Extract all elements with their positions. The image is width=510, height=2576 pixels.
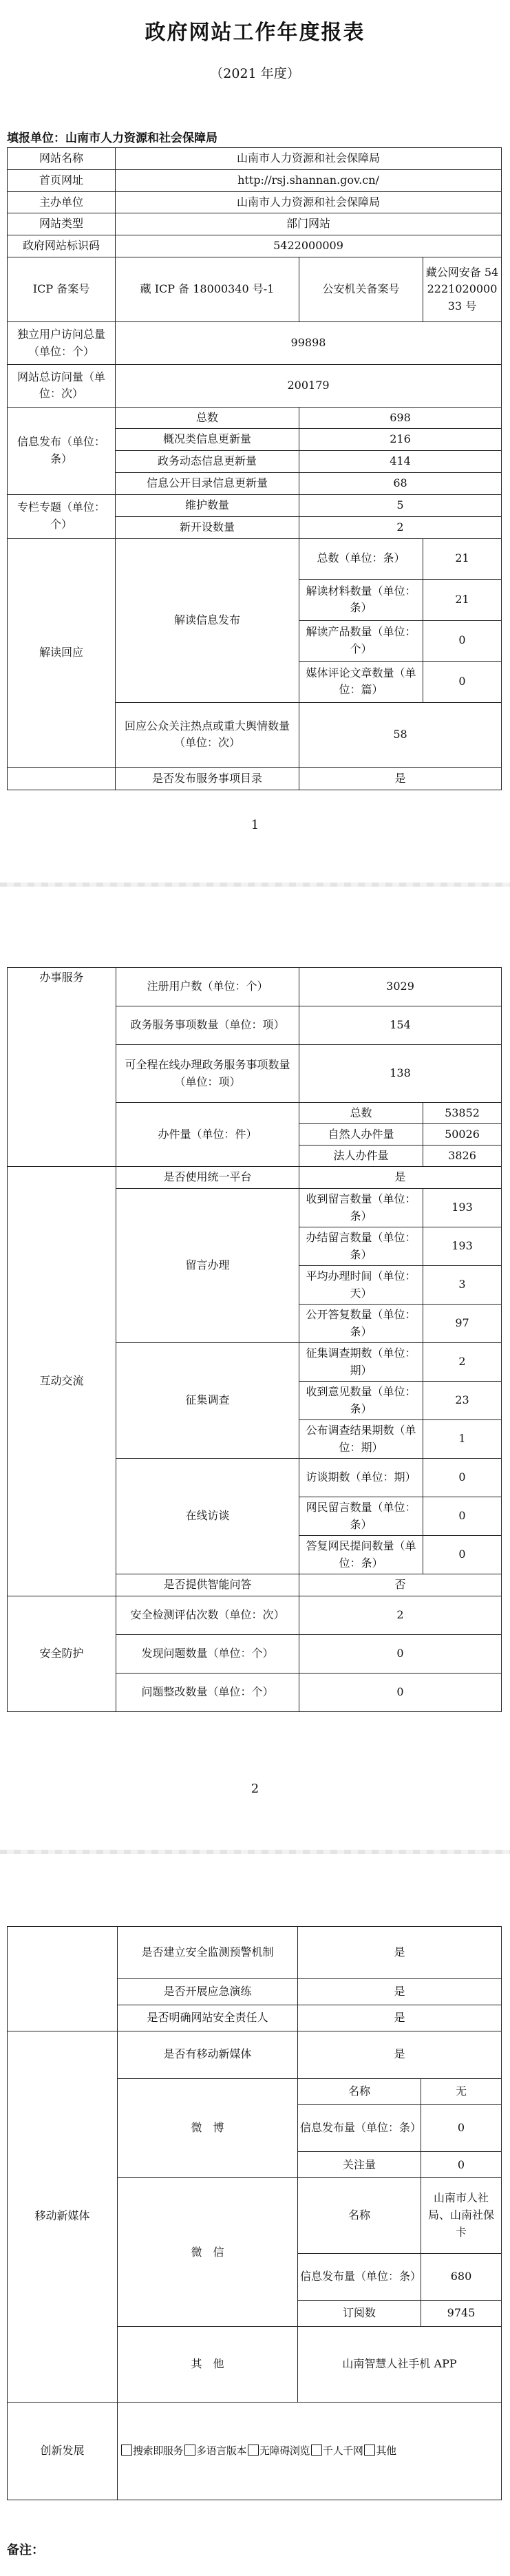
column-new-label: 新开设数量 [116,516,299,538]
warning-mechanism-value: 是 [298,1927,502,1979]
warning-mechanism-label: 是否建立安全监测预警机制 [118,1927,298,1979]
message-handling-label: 留言办理 [116,1189,299,1343]
info-total-value: 698 [299,407,502,429]
page-number-1: 1 [251,818,259,832]
homepage-label: 首页网址 [8,169,116,191]
interview-periods-label: 访谈期数（单位：期） [299,1459,423,1497]
case-total-label: 总数 [299,1103,423,1124]
report-title: 政府网站工作年度报表 [145,21,365,45]
interp-product-value: 0 [423,620,502,662]
info-catalog-label: 信息公开目录信息更新量 [116,473,299,495]
interp-material-value: 21 [423,580,502,621]
hotspot-response-label: 回应公众关注热点或重大舆情数量（单位：次） [116,702,299,767]
msg-received-label: 收到留言数量（单位：条） [299,1189,423,1227]
mobile-media-label: 移动新媒体 [8,2031,118,2402]
smart-qa-label: 是否提供智能问答 [116,1574,299,1596]
security-label: 安全防护 [8,1596,116,1712]
weibo-posts-label: 信息发布量（单位：条） [298,2104,421,2152]
msg-received-value: 193 [423,1189,502,1227]
weibo-posts-value: 0 [421,2104,502,2152]
checkbox-icon[interactable] [248,2445,259,2456]
emergency-drill-label: 是否开展应急演练 [118,1978,298,2005]
checkbox-icon[interactable] [121,2445,132,2456]
case-person-label: 自然人办件量 [299,1124,423,1146]
weibo-followers-label: 关注量 [298,2152,421,2178]
service-items-label: 政务服务事项数量（单位：项） [116,1006,299,1045]
interview-answers-label: 答复网民提问数量（单位：条） [299,1536,423,1574]
msg-closed-label: 办结留言数量（单位：条） [299,1227,423,1266]
interp-total-label: 总数（单位：条） [299,538,423,580]
host-unit-label: 主办单位 [8,191,116,213]
has-mobile-media-value: 是 [298,2031,502,2078]
weibo-followers-value: 0 [421,2152,502,2178]
page-separator [0,883,510,887]
survey-periods-label: 征集调查期数（单位：期） [299,1343,423,1382]
interp-total-value: 21 [423,538,502,580]
info-overview-label: 概况类信息更新量 [116,429,299,451]
case-volume-label: 办件量（单位：件） [116,1103,299,1167]
survey-opinions-label: 收到意见数量（单位：条） [299,1382,423,1420]
wechat-name-label: 名称 [298,2178,421,2253]
info-news-label: 政务动态信息更新量 [116,451,299,473]
checkbox-icon[interactable] [184,2445,195,2456]
page-number-2: 2 [251,1782,259,1796]
icp-label: ICP 备案号 [8,257,116,322]
innovation-label: 创新发展 [8,2402,118,2500]
case-legal-value: 3826 [423,1146,502,1167]
security-cont-cell [8,1927,118,2031]
page-views-label: 网站总访问量（单位：次） [8,365,116,408]
innovation-options [118,2402,502,2500]
case-total-value: 53852 [423,1103,502,1124]
filling-unit: 填报单位：山南市人力资源和社会保障局 [7,131,217,145]
site-code-label: 政府网站标识码 [8,235,116,257]
other-media-value: 山南智慧人社手机 APP [298,2327,502,2402]
issues-found-value: 0 [299,1635,502,1674]
weibo-name-value: 无 [421,2078,502,2104]
option-search-service: 搜索即服务 [133,2444,184,2457]
report-table-3 [7,1926,502,2500]
site-name-label: 网站名称 [8,148,116,170]
msg-closed-value: 193 [423,1227,502,1266]
service-catalog-label: 是否发布服务事项目录 [116,768,299,790]
interview-messages-label: 网民留言数量（单位：条） [299,1497,423,1536]
msg-public-label: 公开答复数量（单位：条） [299,1305,423,1343]
other-media-label: 其 他 [118,2327,298,2402]
survey-periods-value: 2 [423,1343,502,1382]
interp-material-label: 解读材料数量（单位：条） [299,580,423,621]
interp-media-value: 0 [423,662,502,703]
host-unit-value: 山南市人力资源和社会保障局 [116,191,502,213]
wechat-label: 微 信 [118,2178,298,2327]
report-table-1 [7,147,502,790]
column-maintained-label: 维护数量 [116,494,299,516]
option-other: 其他 [376,2444,396,2457]
page-separator [0,1850,510,1854]
police-record-value: 藏公网安备 54222102000033 号 [423,257,502,322]
checkbox-icon[interactable] [311,2445,322,2456]
survey-opinions-value: 23 [423,1382,502,1420]
issues-fixed-value: 0 [299,1674,502,1712]
info-total-label: 总数 [116,407,299,429]
report-year: （2021 年度） [210,66,300,81]
remarks: 备注： [7,2543,44,2557]
interview-periods-value: 0 [423,1459,502,1497]
office-service-label: 办事服务 [8,968,116,1167]
survey-label: 征集调查 [116,1343,299,1459]
unique-visitors-label: 独立用户访问总量（单位：个） [8,322,116,365]
site-type-label: 网站类型 [8,213,116,235]
column-topics-label: 专栏专题（单位：个） [8,494,116,538]
interp-product-label: 解读产品数量（单位：个） [299,620,423,662]
security-owner-value: 是 [298,2005,502,2031]
interview-answers-value: 0 [423,1536,502,1574]
wechat-posts-label: 信息发布量（单位：条） [298,2253,421,2301]
unified-platform-label: 是否使用统一平台 [116,1167,299,1189]
msg-public-value: 97 [423,1305,502,1343]
has-mobile-media-label: 是否有移动新媒体 [118,2031,298,2078]
wechat-subscribers-label: 订阅数 [298,2301,421,2327]
info-news-value: 414 [299,451,502,473]
column-new-value: 2 [299,516,502,538]
service-items-value: 154 [299,1006,502,1045]
msg-avg-time-value: 3 [423,1266,502,1305]
security-checks-label: 安全检测评估次数（单位：次） [116,1596,299,1635]
service-catalog-value: 是 [299,768,502,790]
option-accessibility: 无障碍浏览 [259,2444,310,2457]
hotspot-response-value: 58 [299,702,502,767]
case-legal-label: 法人办件量 [299,1146,423,1167]
interpretation-label: 解读回应 [8,538,116,768]
option-personalized: 千人千网 [323,2444,363,2457]
site-type-value: 部门网站 [116,213,502,235]
interp-media-label: 媒体评论文章数量（单位：篇） [299,662,423,703]
issues-fixed-label: 问题整改数量（单位：个） [116,1674,299,1712]
info-overview-value: 216 [299,429,502,451]
unique-visitors-value: 99898 [116,322,502,365]
site-code-value: 5422000009 [116,235,502,257]
online-items-value: 138 [299,1045,502,1103]
security-checks-value: 2 [299,1596,502,1635]
weibo-label: 微 博 [118,2078,298,2178]
survey-results-label: 公布调查结果期数（单位：期） [299,1420,423,1459]
column-maintained-value: 5 [299,494,502,516]
registered-users-label: 注册用户数（单位：个） [116,968,299,1006]
police-record-label: 公安机关备案号 [299,257,423,322]
emergency-drill-value: 是 [298,1978,502,2005]
wechat-subscribers-value: 9745 [421,2301,502,2327]
interaction-label: 互动交流 [8,1167,116,1596]
survey-results-value: 1 [423,1420,502,1459]
info-release-label: 信息发布（单位：条） [8,407,116,494]
msg-avg-time-label: 平均办理时间（单位：天） [299,1266,423,1305]
site-name-value: 山南市人力资源和社会保障局 [116,148,502,170]
case-person-value: 50026 [423,1124,502,1146]
interview-messages-value: 0 [423,1497,502,1536]
interpretation-release-label: 解读信息发布 [116,538,299,702]
smart-qa-value: 否 [299,1574,502,1596]
security-owner-label: 是否明确网站安全责任人 [118,2005,298,2031]
report-table-2 [7,967,502,1712]
homepage-value: http://rsj.shannan.gov.cn/ [116,169,502,191]
wechat-posts-value: 680 [421,2253,502,2301]
icp-value: 藏 ICP 备 18000340 号-1 [116,257,299,322]
registered-users-value: 3029 [299,968,502,1006]
weibo-name-label: 名称 [298,2078,421,2104]
option-multilingual: 多语言版本 [196,2444,247,2457]
online-items-label: 可全程在线办理政务服务事项数量（单位：项） [116,1045,299,1103]
unified-platform-value: 是 [299,1167,502,1189]
online-interview-label: 在线访谈 [116,1459,299,1574]
checkbox-icon[interactable] [364,2445,375,2456]
wechat-name-value: 山南市人社局、山南社保卡 [421,2178,502,2253]
issues-found-label: 发现问题数量（单位：个） [116,1635,299,1674]
info-catalog-value: 68 [299,473,502,495]
page-views-value: 200179 [116,365,502,408]
